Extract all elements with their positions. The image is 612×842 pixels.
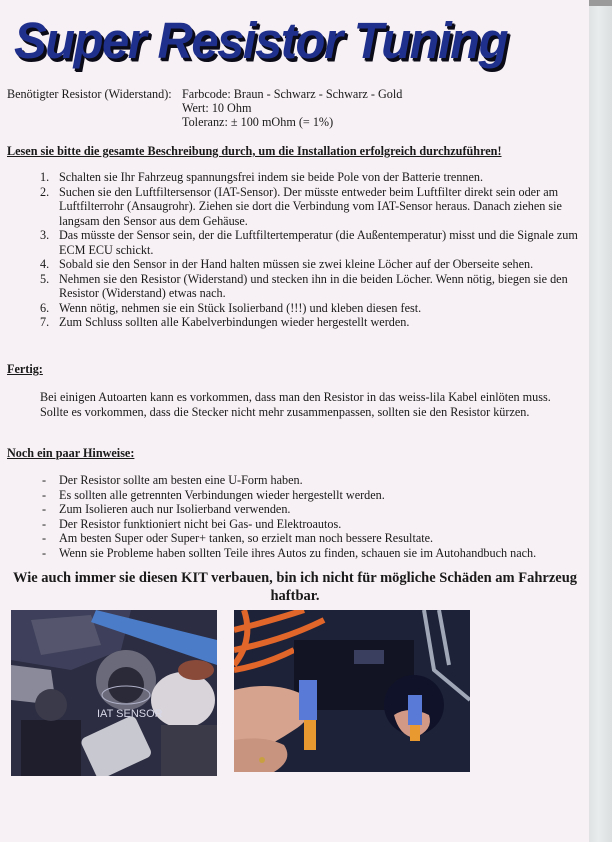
step-item: [40, 228, 580, 257]
step-text: Schalten sie Ihr Fahrzeug spannungsfrei indem sie beide Pole von der Batterie trennen.: [59, 170, 484, 184]
engine-photo-image: [11, 610, 217, 776]
scan-edge-shadow: [589, 0, 612, 6]
hint-marker: -: [42, 502, 47, 516]
step-number: 5.: [40, 271, 50, 286]
step-number: 6.: [40, 300, 50, 315]
step-number: 1.: [40, 170, 50, 184]
hint-item: [40, 546, 536, 561]
hint-marker: -: [42, 531, 47, 545]
hint-text: Wenn sie Probleme haben sollten Teile ihres Autos zu finden, schauen sie im Autohandbuch nach.: [59, 545, 537, 560]
hints-list: [40, 473, 536, 560]
document-title: Super Resistor Tuning: [14, 13, 508, 70]
hint-marker: -: [42, 545, 47, 560]
step-item: [40, 272, 580, 301]
step-text: Zum Schluss sollten alle Kabelverbindungen wieder hergestellt werden.: [59, 315, 410, 329]
spec-label: Benötigter Resistor (Widerstand):: [7, 87, 172, 101]
hint-text: Zum Isolieren auch nur Isolierband verwenden.: [59, 502, 291, 516]
hint-text: Es sollten alle getrennten Verbindungen wieder hergestellt werden.: [59, 487, 385, 502]
hint-item: [40, 502, 536, 517]
hint-item: [40, 488, 536, 503]
step-item: [40, 315, 580, 330]
step-number: 2.: [40, 184, 50, 199]
hint-marker: -: [42, 473, 47, 487]
disclaimer: Wie auch immer sie diesen KIT verbauen, bin ich nicht für mögliche Schäden am Fahrzeug haftbar.: [12, 570, 578, 604]
scan-edge: [589, 0, 612, 842]
hint-item: [40, 531, 536, 546]
hint-marker: -: [42, 516, 47, 531]
step-text: Nehmen sie den Resistor (Widerstand) und stecken ihn in die beiden Löcher. Wenn nötig, biegen sie den Resistor (Widerstand) etwas nach.: [59, 271, 568, 300]
hint-text: Der Resistor sollte am besten eine U-Form haben.: [59, 473, 303, 487]
step-text: Wenn nötig, nehmen sie ein Stück Isolierband (!!!) und kleben diesen fest.: [59, 300, 422, 315]
step-number: 7.: [40, 315, 50, 329]
step-item: [40, 185, 580, 229]
iat-sensor-label: IAT SENSOR: [97, 708, 163, 720]
spec-tolerance: Toleranz: ± 100 mOhm (= 1%): [182, 115, 334, 129]
hints-heading: Noch ein paar Hinweise:: [7, 446, 135, 460]
hint-item: [40, 517, 536, 532]
hint-item: [40, 473, 536, 488]
done-text: Bei einigen Autoarten kann es vorkommen, dass man den Resistor in das weiss-lila Kabel einlöten muss. Sollte es vorkommen, dass die Stecker nicht mehr zusammenpassen, sollten sie den Resistor kürzen.: [40, 390, 551, 419]
hint-marker: -: [42, 487, 47, 502]
connector-photo-image: [234, 610, 470, 772]
steps-list: [40, 170, 580, 330]
step-text: Suchen sie den Luftfiltersensor (IAT-Sensor). Der müsste entweder beim Luftfilter direkt sein oder am Luftfilterrohr (Ansaugrohr). Ziehen sie dort die Verbindung vom IAT-Sensor heraus. Danach ziehen sie langsam den Sensor aus dem Gehäuse.: [59, 184, 562, 228]
done-heading: Fertig:: [7, 362, 43, 376]
instruction-heading: Lesen sie bitte die gesamte Beschreibung durch, um die Installation erfolgreich durchzuführen!: [7, 144, 502, 158]
step-item: [40, 301, 580, 316]
step-item: [40, 257, 580, 272]
spec-value: Wert: 10 Ohm: [182, 101, 252, 115]
spec-color-code: Farbcode: Braun - Schwarz - Schwarz - Gold: [182, 87, 403, 101]
step-number: 4.: [40, 257, 50, 271]
step-text: Das müsste der Sensor sein, der die Luftfiltertemperatur (die Außentemperatur) misst und die Signale zum ECM ECU schickt.: [59, 228, 578, 257]
step-number: 3.: [40, 228, 50, 242]
step-item: [40, 170, 580, 185]
connector-photo: [234, 610, 470, 772]
engine-photo: [11, 610, 217, 776]
hint-text: Der Resistor funktioniert nicht bei Gas- und Elektroautos.: [59, 516, 342, 531]
step-text: Sobald sie den Sensor in der Hand halten müssen sie zwei kleine Löcher auf der Oberseite sehen.: [59, 257, 534, 271]
hint-text: Am besten Super oder Super+ tanken, so erzielt man noch bessere Resultate.: [59, 531, 434, 545]
